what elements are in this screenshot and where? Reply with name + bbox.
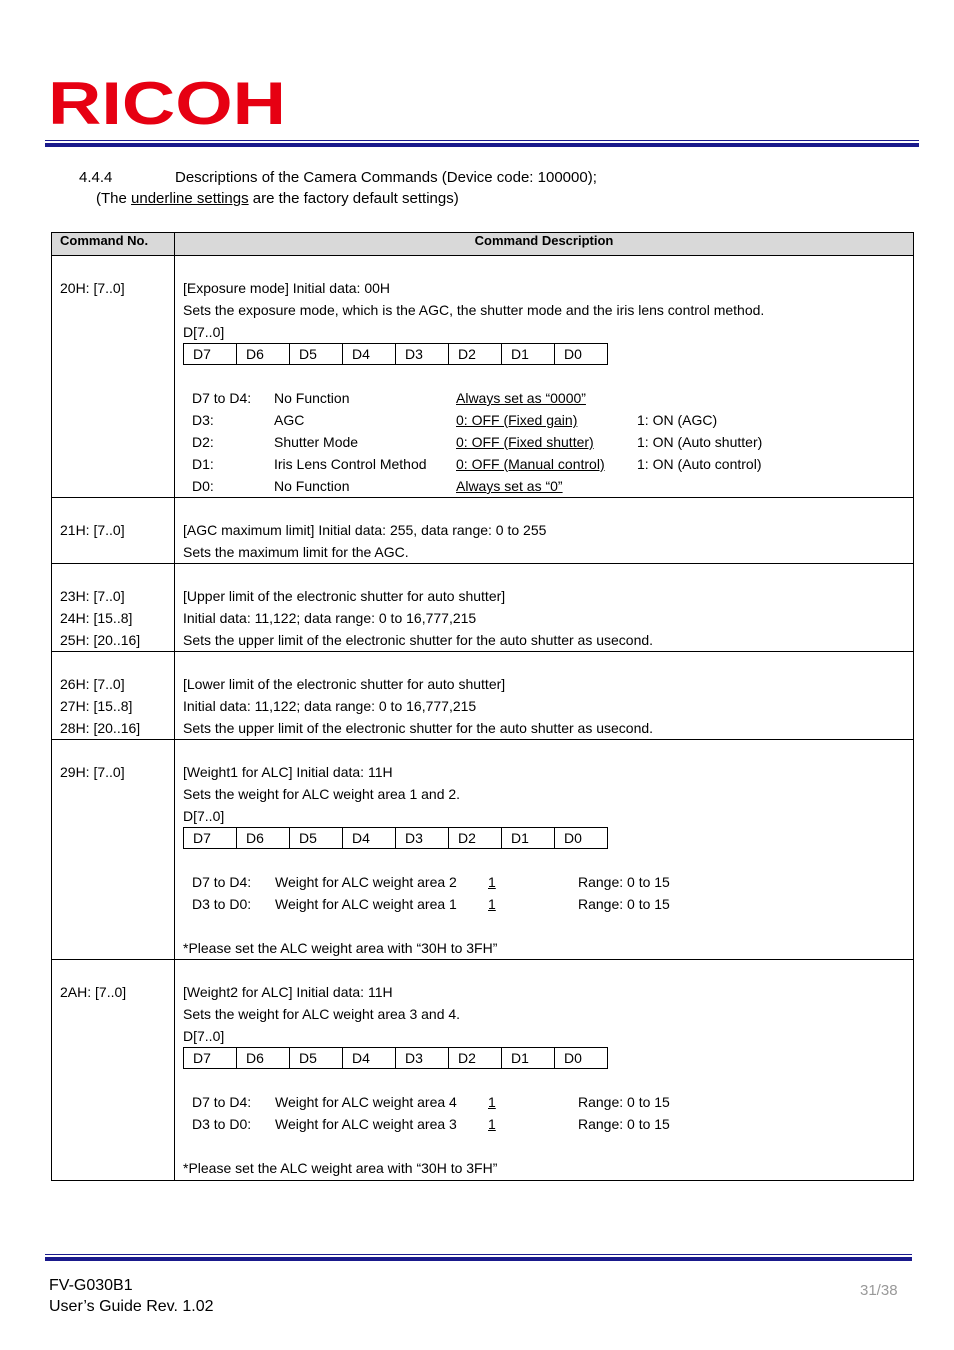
bit-definition bbox=[183, 409, 913, 431]
bit-cell: D1 bbox=[502, 828, 555, 849]
bit-cell: D1 bbox=[502, 344, 555, 365]
weight-note: *Please set the ALC weight area with “30H to 3FH” bbox=[183, 940, 498, 956]
bit-cell: D5 bbox=[290, 344, 343, 365]
bit-definition bbox=[183, 431, 913, 453]
command-no: 29H: [7..0] bbox=[60, 764, 125, 780]
desc-line: Sets the upper limit of the electronic shutter for the auto shutter as usecond. bbox=[183, 632, 654, 648]
command-no-cell bbox=[52, 256, 175, 498]
bit-name: No Function bbox=[274, 390, 350, 406]
weight-definition bbox=[183, 1113, 913, 1135]
bit-definition bbox=[183, 453, 913, 475]
bit-cell: D7 bbox=[184, 1048, 237, 1069]
weight-name: Weight for ALC weight area 4 bbox=[275, 1094, 457, 1110]
bit-cell: D5 bbox=[290, 1048, 343, 1069]
command-no: 26H: [7..0] bbox=[60, 676, 125, 692]
bit-alt: 1: ON (AGC) bbox=[637, 412, 718, 428]
bit-default: 0: OFF (Fixed gain) bbox=[456, 412, 578, 428]
footer-guide-revision: User’s Guide Rev. 1.02 bbox=[49, 1298, 214, 1315]
desc-line: D[7..0] bbox=[183, 1028, 225, 1044]
bit-id: D7 to D4: bbox=[192, 874, 252, 890]
weight-name: Weight for ALC weight area 1 bbox=[275, 896, 457, 912]
bit-cell: D3 bbox=[396, 828, 449, 849]
bit-id: D7 to D4: bbox=[192, 390, 252, 406]
bit-definition bbox=[183, 387, 913, 409]
command-no-cell bbox=[52, 652, 175, 740]
desc-line: Sets the maximum limit for the AGC. bbox=[183, 544, 409, 560]
bit-cell: D4 bbox=[343, 344, 396, 365]
bit-default: Always set as “0000” bbox=[456, 390, 586, 406]
table-row bbox=[52, 564, 914, 652]
command-no: 20H: [7..0] bbox=[60, 280, 125, 296]
desc-line: Initial data: 11,122; data range: 0 to 16,777,215 bbox=[183, 698, 477, 714]
col-header-command-no: Command No. bbox=[52, 233, 175, 256]
footer-document-info bbox=[49, 1275, 214, 1317]
command-no: 23H: [7..0] bbox=[60, 588, 125, 604]
bit-table bbox=[183, 1047, 608, 1069]
command-no: 28H: [20..16] bbox=[60, 720, 141, 736]
weight-default: 1 bbox=[488, 896, 496, 912]
bit-cell: D5 bbox=[290, 828, 343, 849]
bit-cell: D2 bbox=[449, 344, 502, 365]
table-row bbox=[52, 740, 914, 960]
command-description-cell bbox=[175, 256, 914, 498]
weight-range: Range: 0 to 15 bbox=[578, 896, 670, 912]
col-header-command-description: Command Description bbox=[175, 233, 914, 256]
section-note: (The underline settings are the factory default settings) bbox=[96, 190, 459, 207]
desc-line: Sets the weight for ALC weight area 3 and 4. bbox=[183, 1006, 461, 1022]
bit-id: D2: bbox=[192, 434, 214, 450]
bit-default: Always set as “0” bbox=[456, 478, 563, 494]
section-number: 4.4.4 bbox=[79, 169, 113, 186]
weight-definition bbox=[183, 871, 913, 893]
command-no: 25H: [20..16] bbox=[60, 632, 141, 648]
bit-table bbox=[183, 343, 608, 365]
table-row bbox=[52, 960, 914, 1181]
bit-cell: D1 bbox=[502, 1048, 555, 1069]
weight-default: 1 bbox=[488, 1094, 496, 1110]
desc-line: [Weight1 for ALC] Initial data: 11H bbox=[183, 764, 393, 780]
weight-range: Range: 0 to 15 bbox=[578, 1116, 670, 1132]
page-number: 31/38 bbox=[860, 1282, 898, 1299]
desc-line: Sets the weight for ALC weight area 1 and 2. bbox=[183, 786, 461, 802]
command-no: 21H: [7..0] bbox=[60, 522, 125, 538]
bit-id: D3 to D0: bbox=[192, 896, 252, 912]
desc-line: Initial data: 11,122; data range: 0 to 16,777,215 bbox=[183, 610, 477, 626]
bit-cell: D3 bbox=[396, 344, 449, 365]
command-table bbox=[51, 232, 914, 1181]
section-title: Descriptions of the Camera Commands (Device code: 100000); bbox=[175, 169, 597, 186]
desc-line: [Weight2 for ALC] Initial data: 11H bbox=[183, 984, 393, 1000]
ricoh-logo bbox=[48, 78, 288, 128]
command-description-cell bbox=[175, 564, 914, 652]
table-row bbox=[52, 498, 914, 564]
bit-id: D3 to D0: bbox=[192, 1116, 252, 1132]
weight-definition bbox=[183, 1091, 913, 1113]
bit-cell: D6 bbox=[237, 344, 290, 365]
bit-alt: 1: ON (Auto control) bbox=[637, 456, 762, 472]
bit-cell: D4 bbox=[343, 828, 396, 849]
desc-line: Sets the upper limit of the electronic shutter for the auto shutter as usecond. bbox=[183, 720, 654, 736]
desc-line: [Lower limit of the electronic shutter for auto shutter] bbox=[183, 676, 506, 692]
desc-line: [Exposure mode] Initial data: 00H bbox=[183, 280, 391, 296]
bit-id: D3: bbox=[192, 412, 214, 428]
bit-name: AGC bbox=[274, 412, 305, 428]
command-description-cell bbox=[175, 652, 914, 740]
command-description-cell bbox=[175, 498, 914, 564]
bit-default: 0: OFF (Manual control) bbox=[456, 456, 605, 472]
weight-name: Weight for ALC weight area 2 bbox=[275, 874, 457, 890]
command-no: 24H: [15..8] bbox=[60, 610, 133, 626]
svg-text:RICOH: RICOH bbox=[48, 78, 286, 128]
bit-cell: D7 bbox=[184, 828, 237, 849]
bit-cell: D0 bbox=[555, 1048, 608, 1069]
bit-name: Shutter Mode bbox=[274, 434, 359, 450]
bit-default: 0: OFF (Fixed shutter) bbox=[456, 434, 594, 450]
bit-id: D1: bbox=[192, 456, 214, 472]
bit-cell: D0 bbox=[555, 828, 608, 849]
command-description-cell bbox=[175, 740, 914, 960]
table-row bbox=[52, 256, 914, 498]
desc-line: [AGC maximum limit] Initial data: 255, data range: 0 to 255 bbox=[183, 522, 547, 538]
bit-definition bbox=[183, 475, 913, 497]
command-no-cell bbox=[52, 960, 175, 1181]
bit-cell: D4 bbox=[343, 1048, 396, 1069]
table-header-row bbox=[52, 233, 914, 256]
weight-default: 1 bbox=[488, 1116, 496, 1132]
bit-cell: D6 bbox=[237, 1048, 290, 1069]
bit-cell: D2 bbox=[449, 1048, 502, 1069]
command-no: 2AH: [7..0] bbox=[60, 984, 127, 1000]
bit-cell: D7 bbox=[184, 344, 237, 365]
bit-cell: D2 bbox=[449, 828, 502, 849]
bit-id: D7 to D4: bbox=[192, 1094, 252, 1110]
weight-range: Range: 0 to 15 bbox=[578, 1094, 670, 1110]
command-no: 27H: [15..8] bbox=[60, 698, 133, 714]
command-no-cell bbox=[52, 740, 175, 960]
command-no-cell bbox=[52, 564, 175, 652]
bit-cell: D6 bbox=[237, 828, 290, 849]
desc-line: [Upper limit of the electronic shutter for auto shutter] bbox=[183, 588, 506, 604]
bit-alt: 1: ON (Auto shutter) bbox=[637, 434, 763, 450]
table-row bbox=[52, 652, 914, 740]
bit-cell: D0 bbox=[555, 344, 608, 365]
footer-rule bbox=[45, 1254, 912, 1261]
weight-note: *Please set the ALC weight area with “30H to 3FH” bbox=[183, 1160, 498, 1176]
bit-cell: D3 bbox=[396, 1048, 449, 1069]
desc-line: D[7..0] bbox=[183, 324, 225, 340]
desc-line: D[7..0] bbox=[183, 808, 225, 824]
footer-model: FV-G030B1 bbox=[49, 1277, 133, 1294]
bit-name: No Function bbox=[274, 478, 350, 494]
desc-line: Sets the exposure mode, which is the AGC, the shutter mode and the iris lens control method. bbox=[183, 302, 765, 318]
weight-name: Weight for ALC weight area 3 bbox=[275, 1116, 457, 1132]
bit-table bbox=[183, 827, 608, 849]
command-description-cell bbox=[175, 960, 914, 1181]
command-no-cell bbox=[52, 498, 175, 564]
weight-definition bbox=[183, 893, 913, 915]
bit-name: Iris Lens Control Method bbox=[274, 456, 427, 472]
weight-range: Range: 0 to 15 bbox=[578, 874, 670, 890]
header-rule bbox=[45, 140, 919, 147]
weight-default: 1 bbox=[488, 874, 496, 890]
bit-id: D0: bbox=[192, 478, 214, 494]
